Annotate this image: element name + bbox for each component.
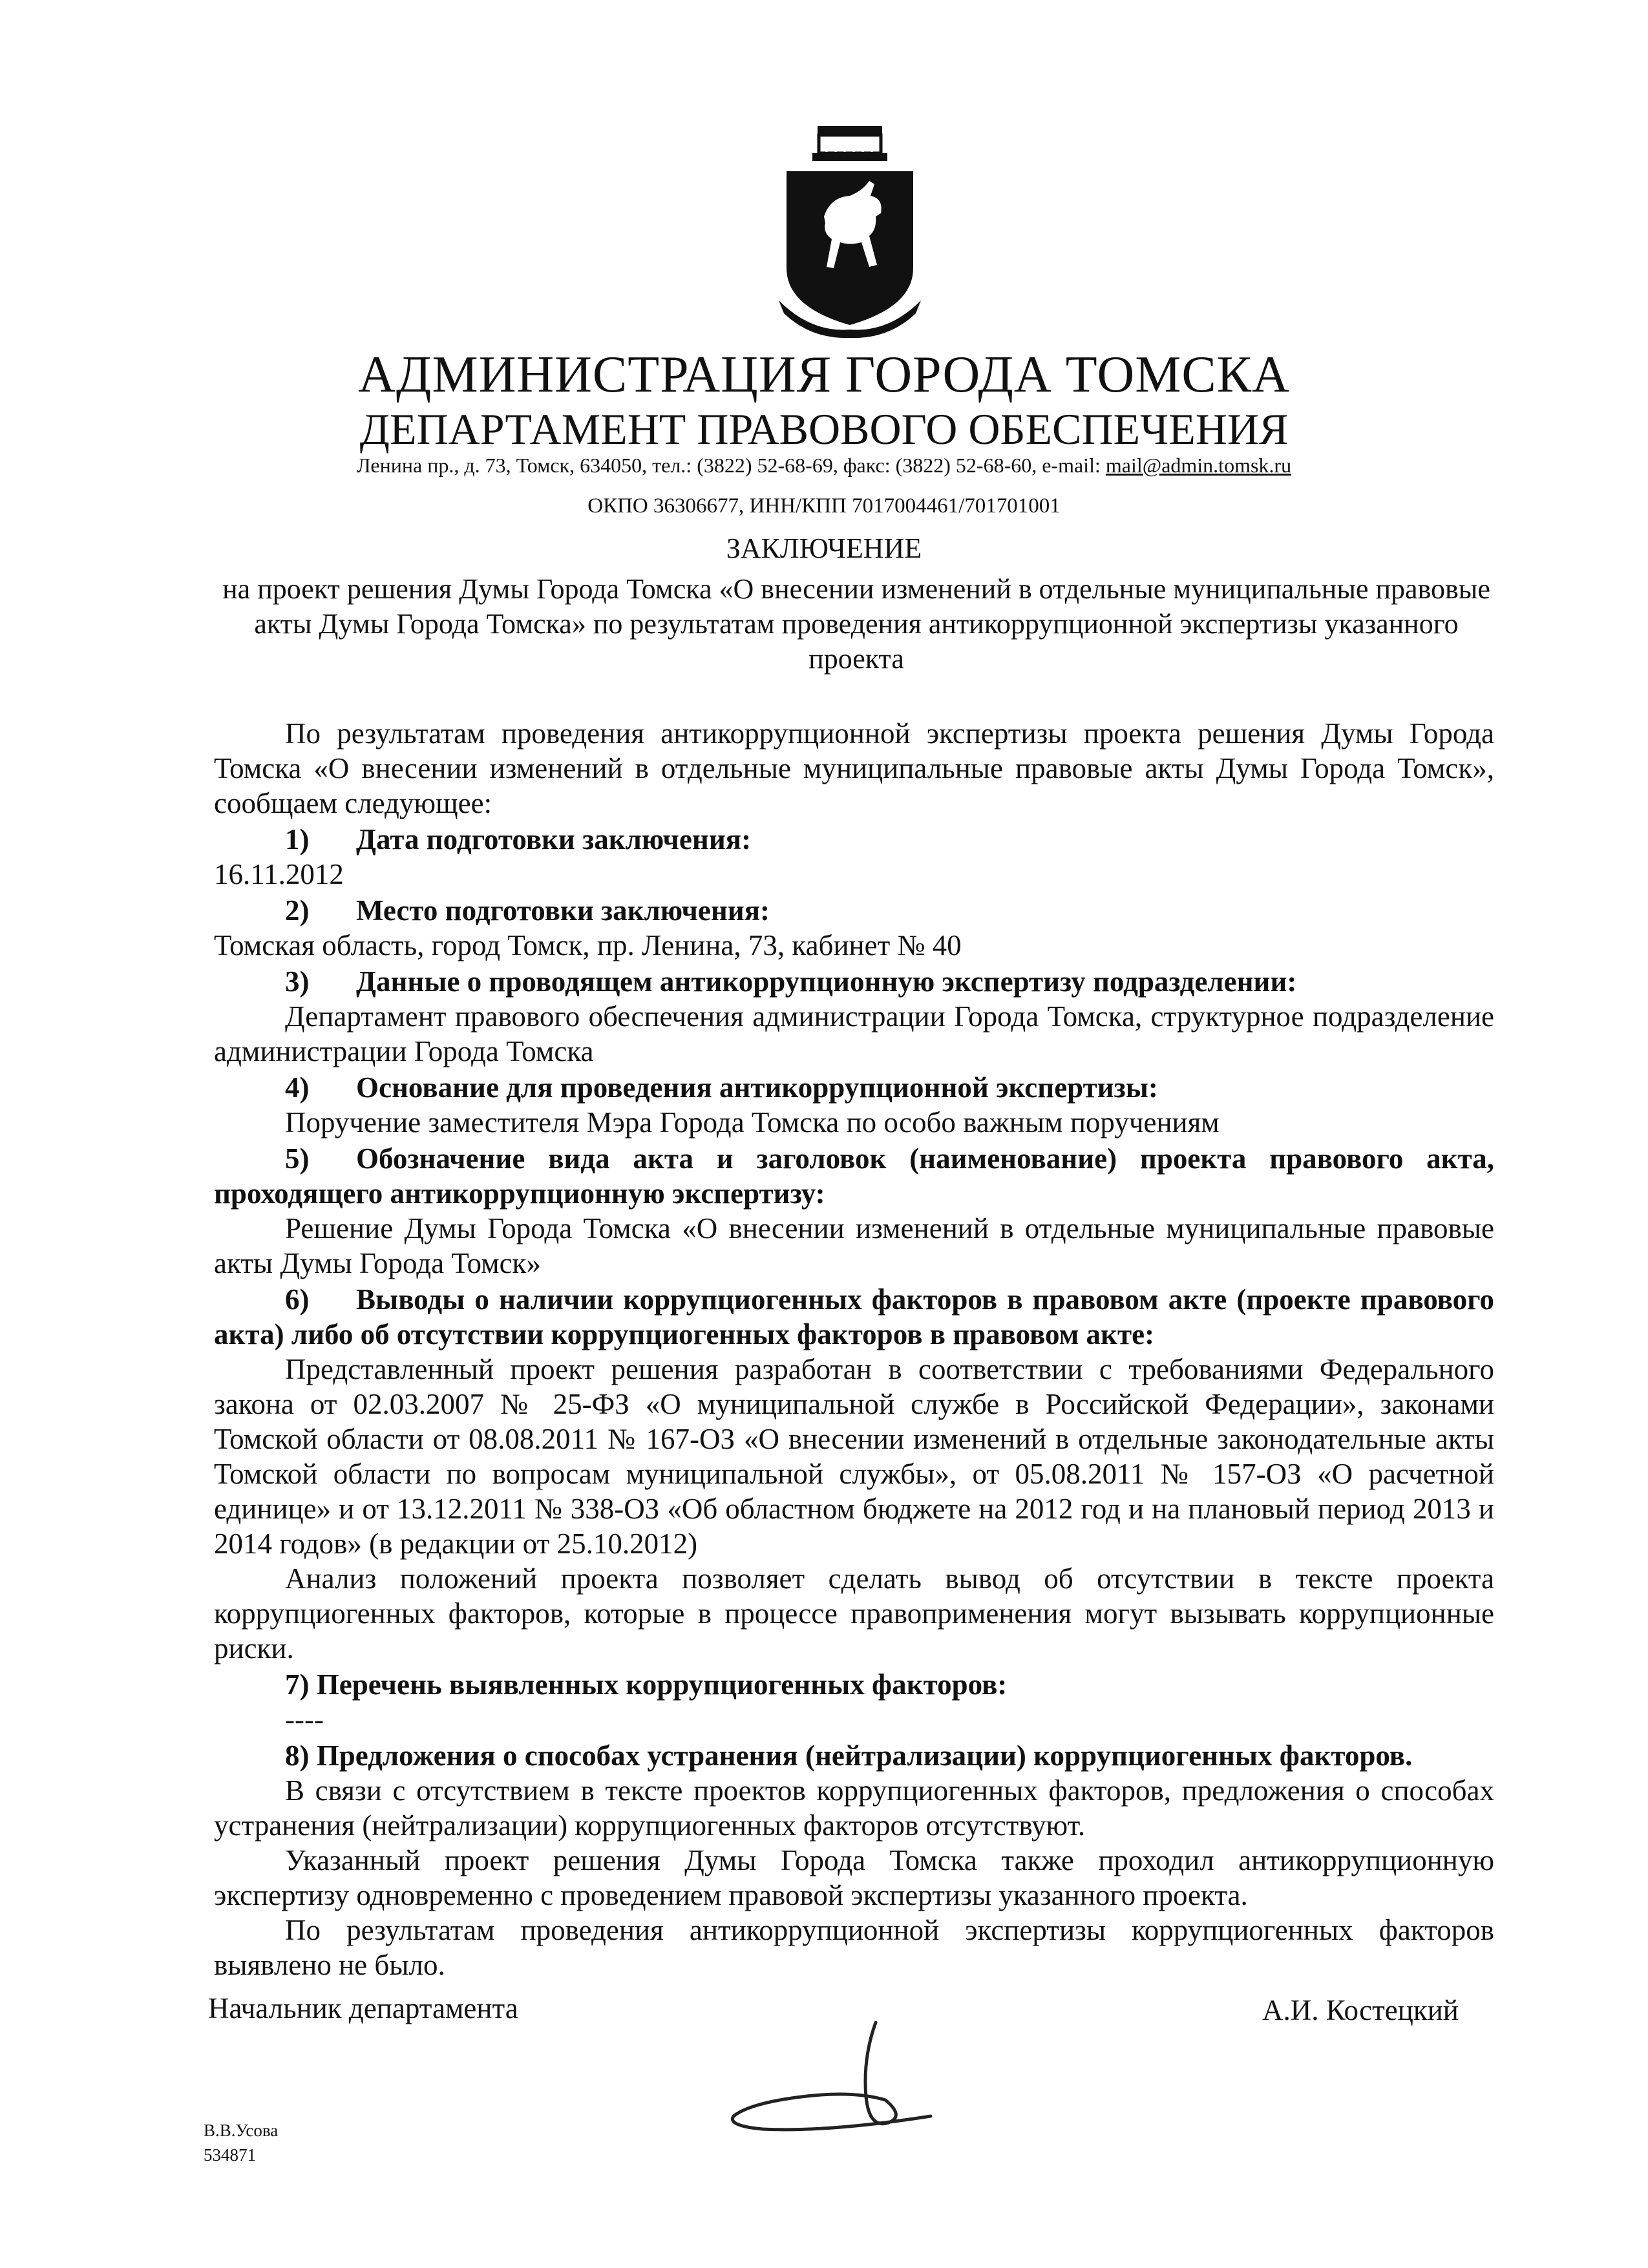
closing-paragraph: По результатам проведения антикоррупционной экспертизы коррупциогенных факторов выявлено не было. (214, 1914, 1494, 1981)
item-heading (214, 1282, 1494, 1352)
intro-paragraph: По результатам проведения антикоррупционной экспертизы проекта решения Думы Города Томска «О внесении изменений в отдельные муниципальные правовые акты Думы Города Томск», сообщаем следующее: (214, 717, 1494, 819)
item-heading (214, 893, 1494, 928)
item-heading (214, 1070, 1494, 1105)
item-number: 5) (285, 1142, 310, 1175)
item-heading (214, 822, 1494, 857)
item-number: 6) (285, 1283, 310, 1316)
item-heading (214, 1738, 1494, 1773)
organization-title: АДМИНИСТРАЦИЯ ГОРОДА ТОМСКА (358, 346, 1290, 403)
executor-phone: 534871 (204, 2145, 256, 2165)
executor-info (204, 2118, 278, 2167)
item-text: Поручение заместителя Мэра Города Томска по особо важным поручениям (285, 1106, 1220, 1139)
closing-paragraph: Указанный проект решения Думы Города Томска также проходил антикоррупционную экспертизу одновременно с проведением правовой экспертизы указанного проекта. (214, 1844, 1494, 1911)
item-heading-text: Перечень выявленных коррупциогенных факторов: (316, 1668, 1008, 1701)
document-body (214, 716, 1494, 1982)
address-text: Ленина пр., д. 73, Томск, 634050, тел.: (3822) 52-68-69, факс: (3822) 52-68-60, e-mail: (356, 454, 1106, 477)
item-number: 1) (285, 823, 310, 856)
executor-name: В.В.Усова (204, 2121, 279, 2140)
item-text: 16.11.2012 (214, 858, 344, 890)
item-heading (214, 1667, 1494, 1702)
item-number: 7) (285, 1668, 310, 1701)
department-title: ДЕПАРТАМЕНТ ПРАВОВОГО ОБЕСПЕЧЕНИЯ (359, 404, 1289, 454)
item-number: 4) (285, 1071, 310, 1104)
contact-address (0, 454, 1648, 478)
signatory-name: А.И. Костецкий (1262, 1994, 1459, 2026)
item-text: Представленный проект решения разработан в соответствии с требованиями Федерального закона от 02.03.2007 № 25-ФЗ «О муниципальной службе в Российской Федерации», законами Томской области от 08.08.2011 № 167-ОЗ «О внесении изменений в отдельные законодательные акты Томской области по вопросам муниципальной службы», от 05.08.2011 № 157-ОЗ «О расчетной единице» и от 13.12.2011 № 338-ОЗ «Об областном бюджете на 2012 год и на плановый период 2013 и 2014 годов» (в редакции от 25.10.2012) (214, 1353, 1494, 1560)
item-heading-text: Обозначение вида акта и заголовок (наименование) проекта правового акта, проходящего антикоррупционную экспертизу: (214, 1142, 1494, 1210)
item-text: Департамент правового обеспечения администрации Города Томска, структурное подразделение администрации Города Томска (214, 1000, 1494, 1067)
item-number: 8) (285, 1739, 310, 1772)
handwritten-signature (724, 2019, 937, 2148)
item-heading-text: Данные о проводящем антикоррупционную экспертизу подразделении: (356, 965, 1297, 998)
item-text: Анализ положений проекта позволяет сделать вывод об отсутствии в тексте проекта коррупциогенных факторов, которые в процессе правоприменения могут вызывать коррупционные риски. (214, 1562, 1494, 1664)
coat-of-arms-emblem (772, 120, 927, 339)
item-text: Томская область, город Томск, пр. Ленина, 73, кабинет № 40 (214, 929, 962, 961)
item-heading-text: Место подготовки заключения: (356, 894, 770, 927)
item-heading-text: Основание для проведения антикоррупционной экспертизы: (356, 1071, 1158, 1104)
document-title: ЗАКЛЮЧЕНИЕ (726, 532, 922, 564)
signatory-position: Начальник департамента (208, 1992, 518, 2024)
item-heading-text: Выводы о наличии коррупциогенных факторов в правовом акте (проекте правового акта) либо об отсутствии коррупциогенных факторов в правовом акте: (214, 1283, 1494, 1350)
item-heading-text: Предложения о способах устранения (нейтрализации) коррупциогенных факторов. (316, 1739, 1413, 1772)
item-text: Решение Думы Города Томска «О внесении изменений в отдельные муниципальные правовые акты Думы Города Томск» (214, 1212, 1494, 1279)
item-text: ---- (285, 1703, 324, 1736)
item-heading (214, 1141, 1494, 1211)
item-heading-text: Дата подготовки заключения: (356, 823, 752, 856)
document-subject: на проект решения Думы Города Томска «О внесении изменений в отдельные муниципальные правовые акты Думы Города Томска» по результатам проведения антикоррупционной экспертизы указанного проекта (222, 573, 1490, 675)
item-heading (214, 964, 1494, 999)
item-number: 2) (285, 894, 310, 927)
email-link[interactable]: mail@admin.tomsk.ru (1105, 454, 1292, 477)
item-text: В связи с отсутствием в тексте проектов коррупциогенных факторов, предложения о способах устранения (нейтрализации) коррупциогенных факторов отсутствуют. (214, 1774, 1494, 1842)
item-number: 3) (285, 965, 310, 998)
registration-codes: ОКПО 36306677, ИНН/КПП 7017004461/701701001 (587, 494, 1061, 518)
